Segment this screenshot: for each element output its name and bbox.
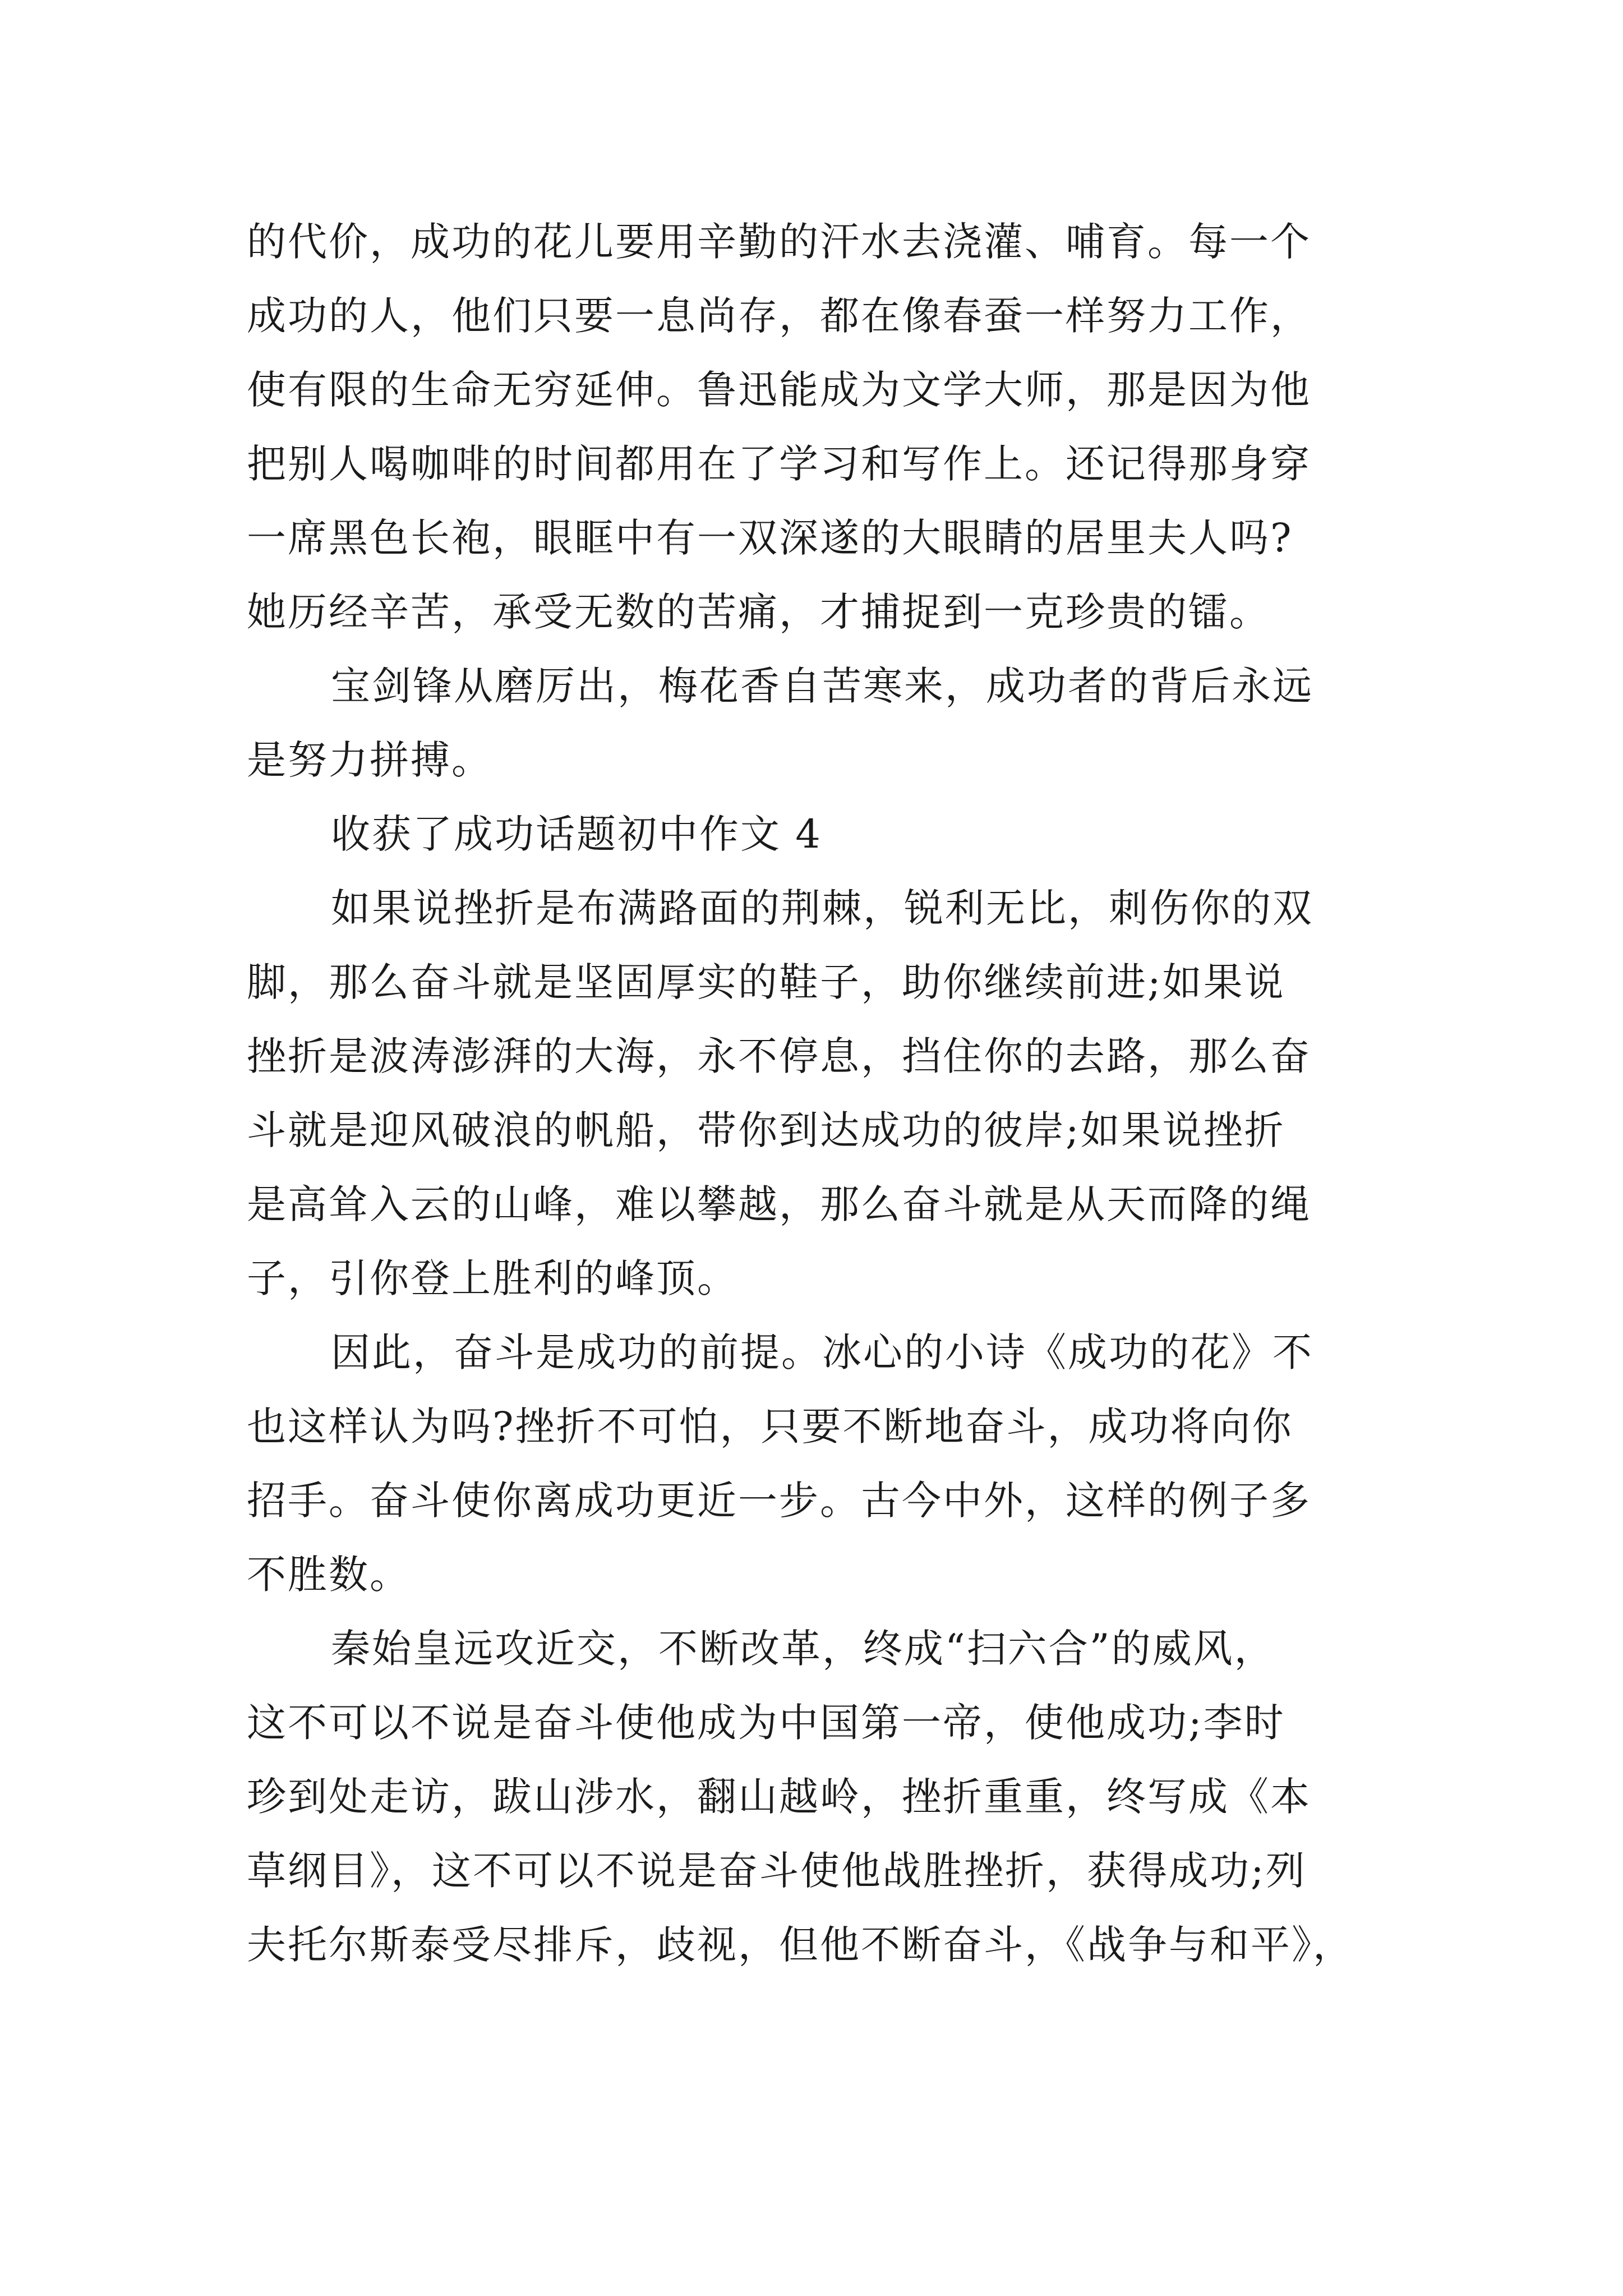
paragraph-first-line: 秦始皇远攻近交，不断改革，终成“扫六合”的威风， xyxy=(331,1626,1275,1672)
text-line: 珍到处走访，跋山涉水，翻山越岭，挫折重重，终写成《本 xyxy=(247,1774,1311,1820)
text-line: 是努力拼搏。 xyxy=(247,737,492,783)
text-line: 使有限的生命无穷延伸。鲁迅能成为文学大师，那是因为他 xyxy=(247,367,1311,413)
text-line: 不胜数。 xyxy=(247,1552,411,1598)
paragraph-first-line: 因此，奋斗是成功的前提。冰心的小诗《成功的花》不 xyxy=(331,1329,1313,1375)
text-line: 夫托尔斯泰受尽排斥，歧视，但他不断奋斗，《战争与和平》， xyxy=(247,1922,1354,1968)
text-line: 这不可以不说是奋斗使他成为中国第一帝，使他成功;李时 xyxy=(247,1700,1285,1746)
text-line: 的代价，成功的花儿要用辛勤的汗水去浇灌、哺育。每一个 xyxy=(247,219,1311,265)
text-line: 脚，那么奋斗就是坚固厚实的鞋子，助你继续前进;如果说 xyxy=(247,959,1285,1005)
text-line: 斗就是迎风破浪的帆船，带你到达成功的彼岸;如果说挫折 xyxy=(247,1107,1285,1153)
paragraph-first-line: 宝剑锋从磨厉出，梅花香自苦寒来，成功者的背后永远 xyxy=(331,663,1313,709)
text-line: 把别人喝咖啡的时间都用在了学习和写作上。还记得那身穿 xyxy=(247,441,1311,487)
text-line: 挫折是波涛澎湃的大海，永不停息，挡住你的去路，那么奋 xyxy=(247,1033,1311,1079)
text-line: 招手。奋斗使你离成功更近一步。古今中外，这样的例子多 xyxy=(247,1478,1311,1524)
text-line: 草纲目》，这不可以不说是奋斗使他战胜挫折，获得成功;列 xyxy=(247,1848,1307,1894)
document-body xyxy=(247,205,1433,1982)
text-line: 子，引你登上胜利的峰顶。 xyxy=(247,1255,738,1301)
section-heading: 收获了成功话题初中作文 4 xyxy=(331,811,822,857)
text-line: 是高耸入云的山峰，难以攀越，那么奋斗就是从天而降的绳 xyxy=(247,1181,1311,1227)
text-line: 一席黑色长袍，眼眶中有一双深遂的大眼睛的居里夫人吗? xyxy=(247,515,1293,561)
text-line: 成功的人，他们只要一息尚存，都在像春蚕一样努力工作， xyxy=(247,293,1311,339)
text-line: 她历经辛苦，承受无数的苦痛，才捕捉到一克珍贵的镭。 xyxy=(247,589,1270,635)
text-line: 也这样认为吗?挫折不可怕，只要不断地奋斗，成功将向你 xyxy=(247,1404,1293,1450)
paragraph-first-line: 如果说挫折是布满路面的荆棘，锐利无比，刺伤你的双 xyxy=(331,885,1313,931)
